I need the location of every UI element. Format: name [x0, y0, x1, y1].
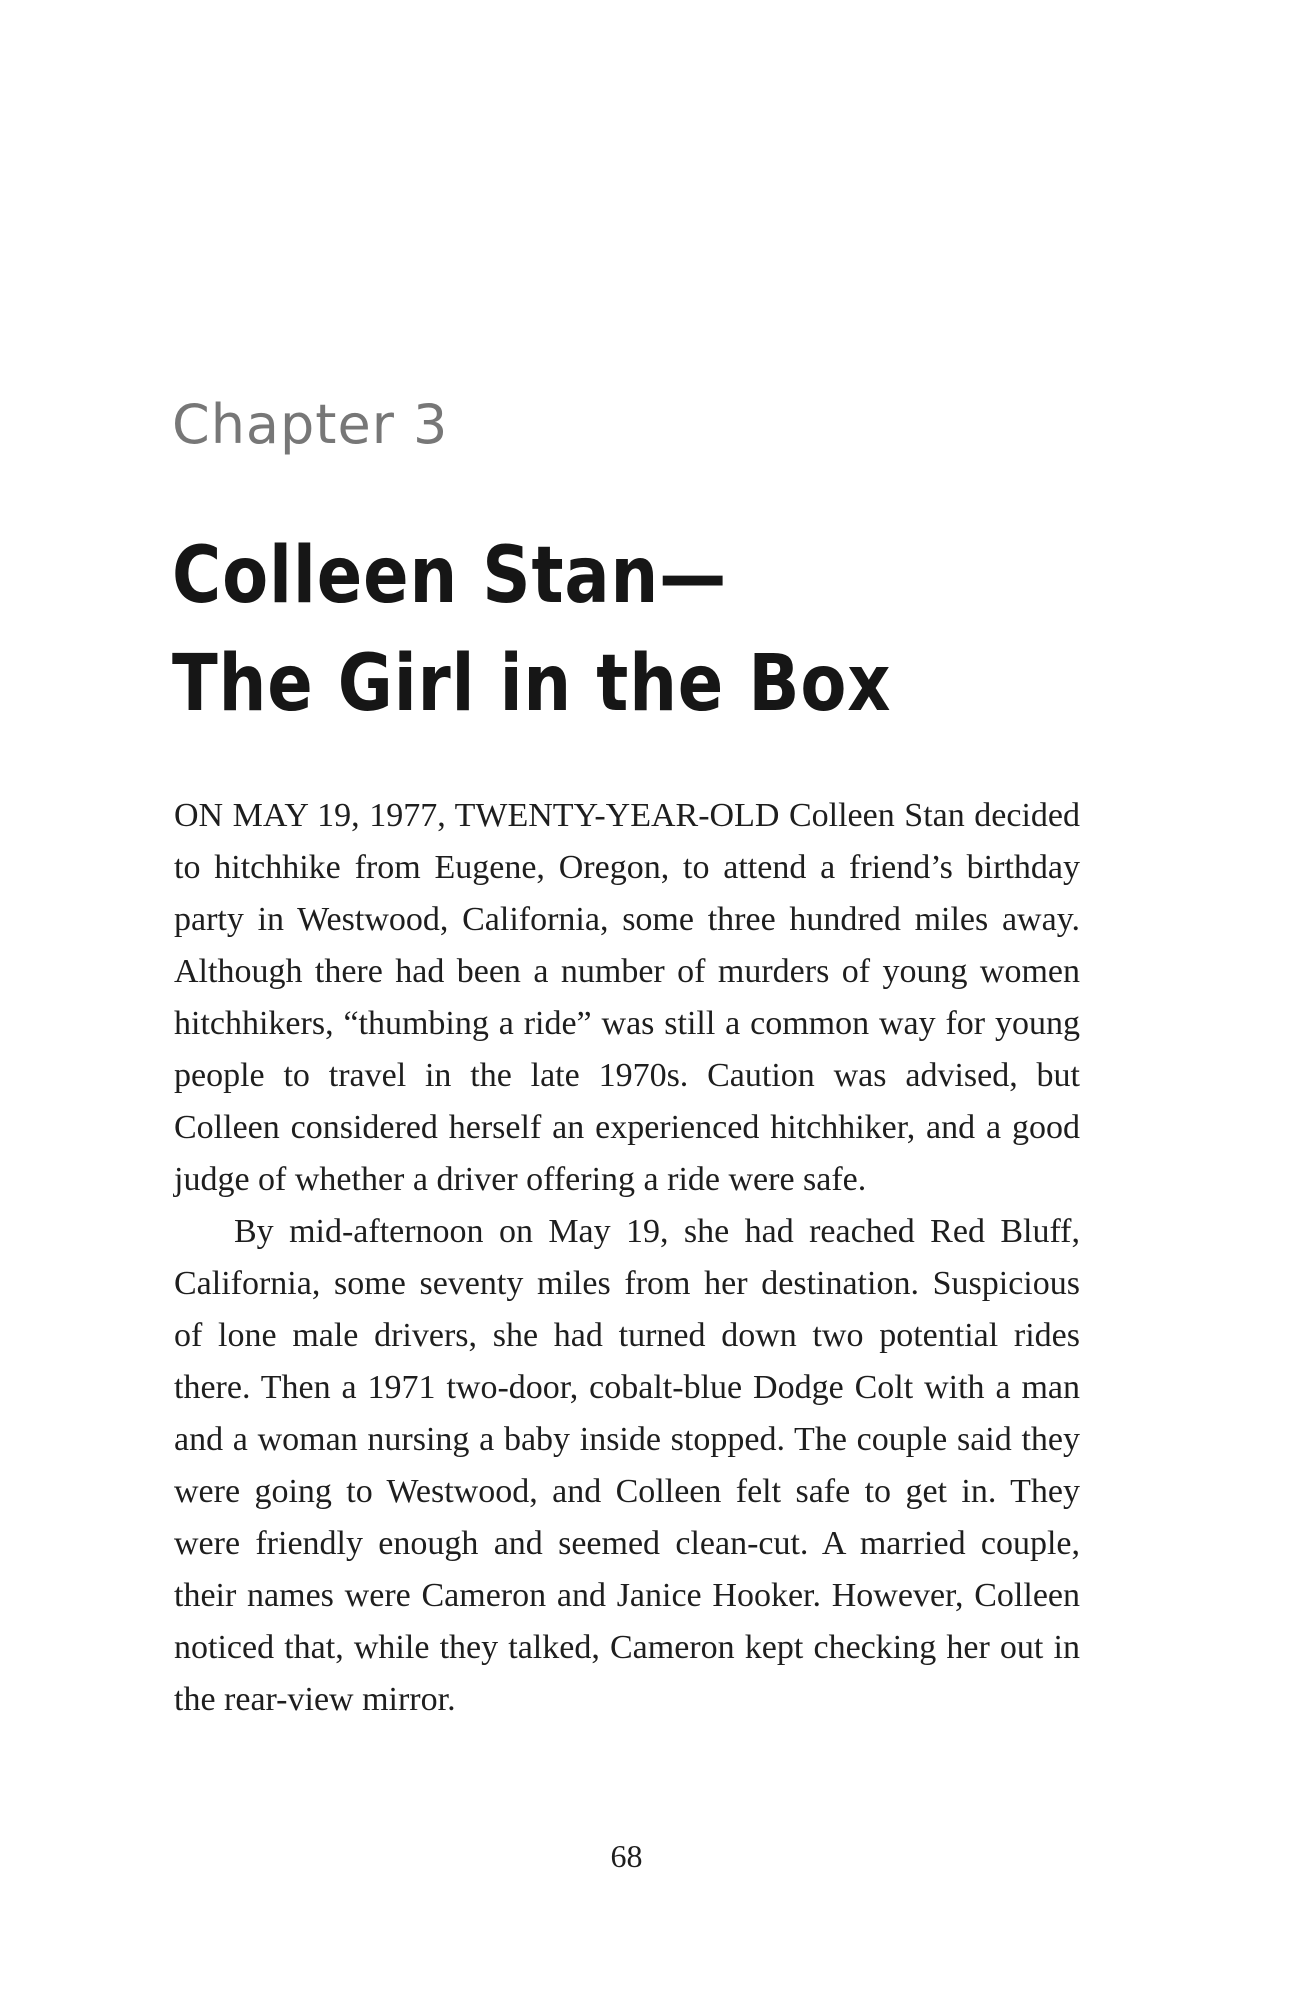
page-number: 68 [610, 1838, 643, 1874]
body-text [174, 790, 1080, 1726]
paragraph-2: By mid-afternoon on May 19, she had reached Red Bluff, California, some seventy miles from her destination. Suspicious of lone male drivers, she had turned down two potential rides there. Then a 1971 two-door, cobalt-blue Dodge Colt with a man and a woman nursing a baby inside stopped. The couple said they were going to Westwood, and Colleen felt safe to get in. They were friendly enough and seemed clean-cut. A married couple, their names were Cameron and Janice Hooker. However, Colleen noticed that, while they talked, Cameron kept checking her out in the rear-view mirror. [174, 1213, 1080, 1718]
chapter-number: Chapter 3 [172, 393, 449, 456]
chapter-title [172, 522, 891, 738]
chapter-title-line-1: Colleen Stan— [172, 531, 728, 621]
paragraph-1: ON MAY 19, 1977, TWENTY-YEAR-OLD Colleen Stan decided to hitchhike from Eugene, Oregon, to attend a friend’s birthday party in Westwood, California, some three hundred miles away. Although there had been a number of murders of young women hitchhikers, “thumbing a ride” was still a common way for young people to travel in the late 1970s. Caution was advised, but Colleen considered herself an experienced hitchhiker, and a good judge of whether a driver offering a ride were safe. [174, 797, 1080, 1198]
chapter-title-line-2: The Girl in the Box [172, 639, 892, 729]
